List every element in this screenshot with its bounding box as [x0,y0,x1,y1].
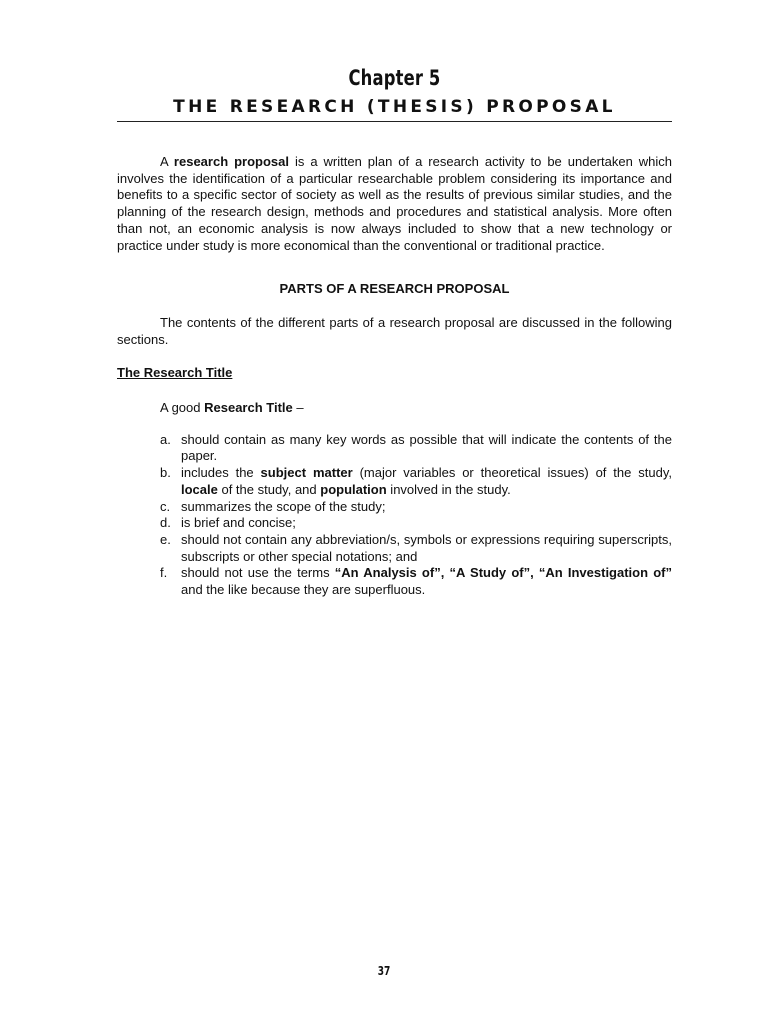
list-letter: a. [160,431,171,447]
parts-heading: PARTS OF A RESEARCH PROPOSAL [279,281,510,297]
list-item [117,515,672,532]
intro-term: research proposal [173,154,289,169]
list-item-text [181,565,672,598]
list-letter: d. [160,515,171,531]
title-criteria-list [117,432,672,599]
list-item-text: should contain as many key words as possible that will indicate the contents of the paper. [181,431,672,464]
text-run: should not use the terms [181,565,335,581]
text-run: includes the [181,465,261,481]
text-run: involved in the study. [386,481,511,497]
bold-run: population [320,481,387,497]
good-title-intro [117,400,672,417]
list-letter: f. [160,565,168,581]
bold-run: subject matter [260,465,353,481]
list-item-text: is brief and concise; [181,515,296,531]
good-lead: A good [160,400,205,416]
list-item [117,565,672,598]
page-number: 37 [377,964,391,978]
list-item-text: summarizes the scope of the study; [181,498,386,514]
chapter-title: THE RESEARCH (THESIS) PROPOSAL [173,97,616,117]
list-item [117,432,672,465]
bold-run: “An Analysis of”, “A Study of”, “An Investigation of” [334,565,672,581]
good-term: Research Title [204,400,293,416]
parts-intro-paragraph: The contents of the different parts of a research proposal are discussed in the following sections. [117,314,672,347]
list-item [117,532,672,565]
intro-paragraph [117,154,672,254]
text-run: and the like because they are superfluous. [181,582,426,598]
text-run: of the study, and [217,481,321,497]
section-heading-research-title: The Research Title [117,365,233,381]
intro-rest: is a written plan of a research activity to be undertaken which involves the identification of a particular researchable problem considering its importance and benefits to a specific sector of society as well as the results of previous similar studies, and the planning of the research design, methods and procedures and statistical analysis. More often than not, an economic analysis is now always included to show that a new technology or practice under study is more economical than the conventional or traditional practice. [117,154,673,253]
title-divider [117,121,672,122]
page-content [117,154,672,599]
bold-run: locale [181,481,218,497]
text-run: (major variables or theoretical issues) of the study, [352,465,672,481]
list-letter: e. [160,531,171,547]
list-letter: c. [160,498,171,514]
good-tail: – [292,400,304,416]
intro-lead: A [160,154,174,169]
chapter-label: Chapter 5 [348,66,441,90]
list-item-text: should not contain any abbreviation/s, symbols or expressions requiring superscripts, subscripts or other special notations; and [181,531,672,564]
list-letter: b. [160,465,171,481]
list-item-text [181,465,672,498]
list-item [117,499,672,516]
list-item [117,465,672,498]
